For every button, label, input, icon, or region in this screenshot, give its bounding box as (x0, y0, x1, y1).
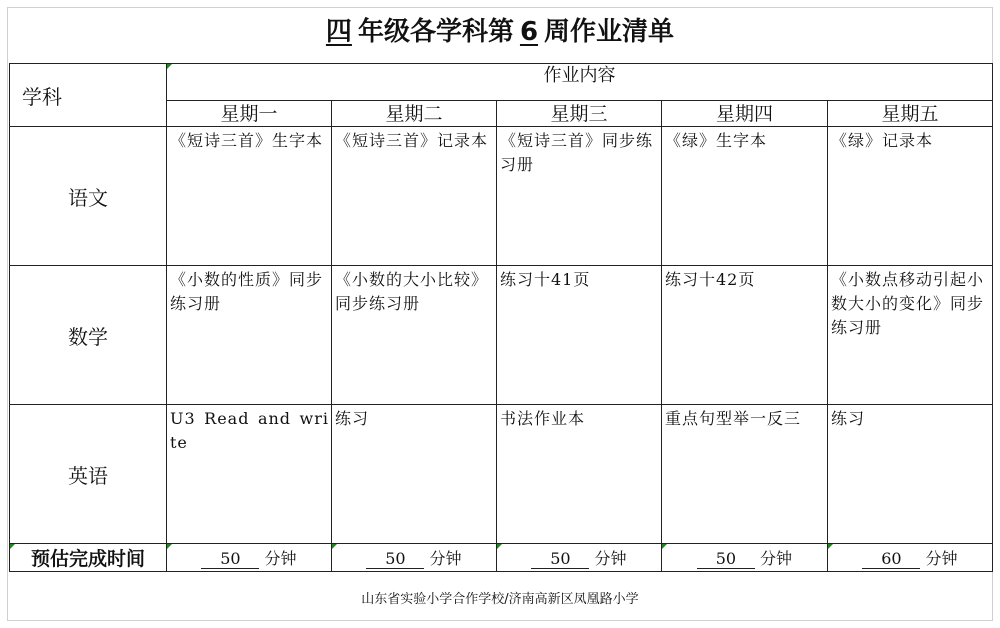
estimate-fri (828, 544, 993, 572)
header-subject: 学科 (10, 64, 167, 127)
estimate-value: 50 (201, 550, 259, 569)
estimate-value: 50 (531, 550, 589, 569)
cell-english-thu: 重点句型举一反三 (662, 405, 828, 544)
title-grade: 四 (325, 17, 352, 47)
estimate-thu (662, 544, 828, 572)
estimate-unit: 分钟 (429, 549, 462, 568)
table-row-estimate (10, 544, 993, 572)
cell-math-wed: 练习十41页 (497, 266, 662, 405)
cell-math-thu: 练习十42页 (662, 266, 828, 405)
header-day-3: 星期三 (497, 101, 662, 127)
header-day-1: 星期一 (167, 101, 332, 127)
title-tail: 周作业清单 (544, 17, 675, 47)
cell-math-mon: 《小数的性质》同步练习册 (167, 266, 332, 405)
cell-math-tue: 《小数的大小比较》同步练习册 (332, 266, 497, 405)
estimate-label: 预估完成时间 (10, 544, 167, 572)
header-day-5: 星期五 (828, 101, 993, 127)
estimate-tue (332, 544, 497, 572)
estimate-wed (497, 544, 662, 572)
estimate-value: 60 (862, 550, 920, 569)
footer-school: 山东省实验小学合作学校/济南高新区凤凰路小学 (361, 592, 639, 607)
cell-chinese-mon: 《短诗三首》生字本 (167, 127, 332, 266)
title-week: 6 (519, 17, 539, 47)
subject-chinese: 语文 (10, 127, 167, 266)
title-mid: 年级各学科第 (357, 17, 514, 47)
table-row-english (10, 405, 993, 544)
estimate-unit: 分钟 (264, 549, 297, 568)
header-content: 作业内容 (167, 64, 993, 101)
subject-english: 英语 (10, 405, 167, 544)
estimate-unit: 分钟 (925, 549, 958, 568)
cell-english-wed: 书法作业本 (497, 405, 662, 544)
cell-chinese-tue: 《短诗三首》记录本 (332, 127, 497, 266)
cell-chinese-wed: 《短诗三首》同步练习册 (497, 127, 662, 266)
cell-chinese-thu: 《绿》生字本 (662, 127, 828, 266)
header-day-2: 星期二 (332, 101, 497, 127)
header-day-4: 星期四 (662, 101, 828, 127)
estimate-mon (167, 544, 332, 572)
estimate-unit: 分钟 (594, 549, 627, 568)
table-row-chinese (10, 127, 993, 266)
estimate-unit: 分钟 (760, 549, 793, 568)
homework-table (9, 63, 993, 572)
cell-english-mon: U3 Read and write (167, 405, 332, 544)
cell-english-tue: 练习 (332, 405, 497, 544)
cell-math-fri: 《小数点移动引起小数大小的变化》同步练习册 (828, 266, 993, 405)
cell-chinese-fri: 《绿》记录本 (828, 127, 993, 266)
subject-math: 数学 (10, 266, 167, 405)
cell-english-fri: 练习 (828, 405, 993, 544)
estimate-value: 50 (697, 550, 755, 569)
page-title (0, 12, 1000, 52)
table-row-math (10, 266, 993, 405)
estimate-value: 50 (366, 550, 424, 569)
